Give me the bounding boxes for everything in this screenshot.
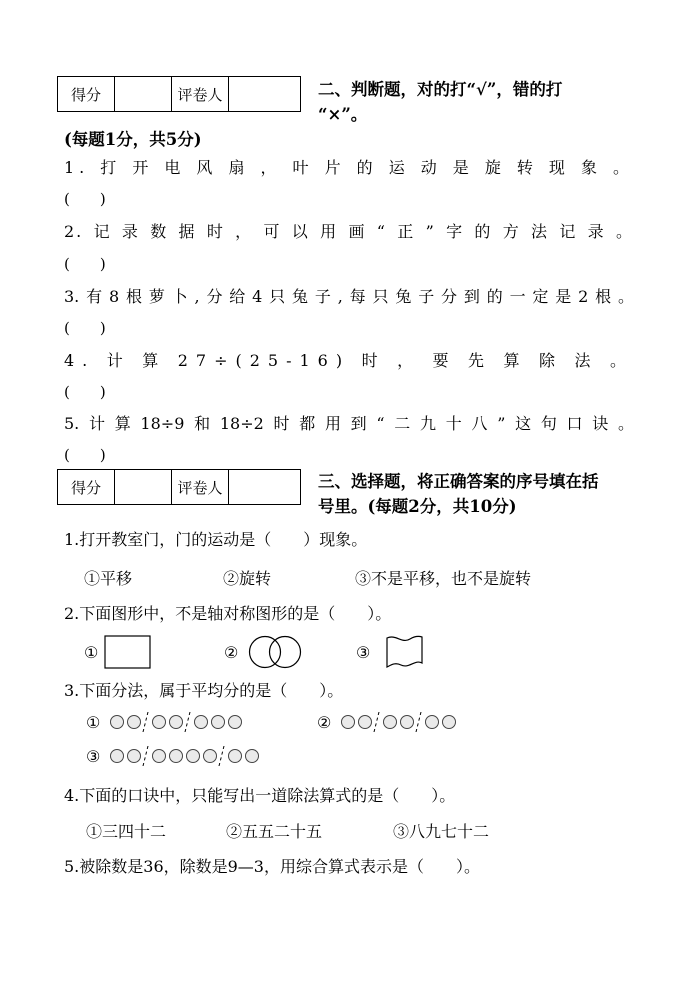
- choice-question-1: 1.打开教室门，门的运动是（ ）现象。: [64, 530, 368, 549]
- circle-icon: [383, 715, 397, 729]
- grader-label: 评卷人: [172, 77, 229, 111]
- judge-item-1-blank[interactable]: ( ): [64, 190, 106, 208]
- grader-blank[interactable]: [229, 77, 300, 111]
- judge-item-3-text: 3.有8根萝卜,分给4只兔子,每只兔子分到的一定是2根。: [64, 287, 634, 306]
- score-box-section3: [57, 469, 301, 505]
- circle-icon: [194, 715, 208, 729]
- section2-title-line1: 二、判断题，对的打“√”，错的打: [318, 80, 563, 99]
- choice-question-2: 2.下面图形中，不是轴对称图形的是（ ）。: [64, 604, 392, 623]
- score-blank[interactable]: [115, 470, 172, 504]
- section3-title-line1: 三、选择题，将正确答案的序号填在括: [318, 472, 599, 491]
- q3-option-2[interactable]: [317, 712, 459, 732]
- circle-icon: [341, 715, 355, 729]
- section2-points-note: (每题1分，共5分): [64, 130, 202, 149]
- q1-option-2[interactable]: ②旋转: [223, 569, 272, 588]
- dashed-divider-icon: [185, 712, 193, 732]
- score-blank[interactable]: [115, 77, 172, 111]
- q3-marker-2: ②: [317, 712, 332, 732]
- judge-item-1: [64, 158, 634, 178]
- judge-item-4: [64, 351, 634, 371]
- q3-marker-3: ③: [86, 746, 101, 766]
- judge-item-5-text: 5.计算18÷9和18÷2时都用到“二九十八”这句口诀。: [64, 414, 634, 433]
- dashed-divider-icon: [143, 746, 151, 766]
- circle-icon: [203, 749, 217, 763]
- flag-shape-icon: [384, 633, 426, 671]
- dashed-divider-icon: [374, 712, 382, 732]
- dashed-divider-icon: [416, 712, 424, 732]
- section3-title-line2: 号里。(每题2分，共10分): [318, 497, 517, 516]
- q1-option-3[interactable]: ③不是平移，也不是旋转: [355, 569, 532, 588]
- choice-question-3: 3.下面分法，属于平均分的是（ ）。: [64, 681, 344, 700]
- judge-item-3-blank[interactable]: ( ): [64, 319, 106, 337]
- circle-icon: [442, 715, 456, 729]
- circle-icon: [245, 749, 259, 763]
- q2-marker-2[interactable]: ②: [224, 643, 239, 662]
- q2-marker-1[interactable]: ①: [84, 643, 99, 662]
- circle-icon: [110, 749, 124, 763]
- circle-icon: [110, 715, 124, 729]
- circle-icon: [211, 715, 225, 729]
- q3-option-1[interactable]: [86, 712, 245, 732]
- circle-icon: [169, 749, 183, 763]
- dashed-divider-icon: [219, 746, 227, 766]
- circle-icon: [358, 715, 372, 729]
- judge-item-4-text: 4.计算27÷(25-16)时，要先算除法。: [64, 351, 634, 370]
- circle-icon: [152, 749, 166, 763]
- judge-item-2-text: 2.记录数据时，可以用画“正”字的方法记录。: [64, 222, 634, 241]
- two-circles-shape-icon: [246, 634, 306, 670]
- score-box-section2: [57, 76, 301, 112]
- circle-icon: [400, 715, 414, 729]
- circle-icon: [152, 715, 166, 729]
- circle-icon: [425, 715, 439, 729]
- section2-title-line2: “×”。: [318, 105, 368, 124]
- judge-item-1-text: 1.打开电风扇，叶片的运动是旋转现象。: [64, 158, 634, 177]
- judge-item-2: [64, 222, 634, 242]
- circle-icon: [186, 749, 200, 763]
- grader-blank[interactable]: [229, 470, 300, 504]
- judge-item-5-blank[interactable]: ( ): [64, 446, 106, 464]
- choice-question-5: 5.被除数是36，除数是9—3，用综合算式表示是（ ）。: [64, 857, 480, 876]
- rectangle-shape-icon: [104, 634, 152, 670]
- judge-item-3: [64, 287, 634, 307]
- choice-question-4: 4.下面的口诀中，只能写出一道除法算式的是（ ）。: [64, 786, 456, 805]
- q4-option-3[interactable]: ③八九七十二: [393, 822, 490, 841]
- judge-item-2-blank[interactable]: ( ): [64, 255, 106, 273]
- q4-option-2[interactable]: ②五五二十五: [226, 822, 323, 841]
- grader-label: 评卷人: [172, 470, 229, 504]
- circle-icon: [127, 715, 141, 729]
- circle-icon: [228, 749, 242, 763]
- q3-option-3[interactable]: [86, 746, 262, 766]
- circle-icon: [169, 715, 183, 729]
- score-label: 得分: [58, 470, 115, 504]
- judge-item-5: [64, 414, 634, 434]
- score-label: 得分: [58, 77, 115, 111]
- circle-icon: [228, 715, 242, 729]
- dashed-divider-icon: [143, 712, 151, 732]
- q4-option-1[interactable]: ①三四十二: [86, 822, 167, 841]
- judge-item-4-blank[interactable]: ( ): [64, 383, 106, 401]
- circle-icon: [127, 749, 141, 763]
- q1-option-1[interactable]: ①平移: [84, 569, 133, 588]
- q2-marker-3[interactable]: ③: [356, 643, 371, 662]
- q3-marker-1: ①: [86, 712, 101, 732]
